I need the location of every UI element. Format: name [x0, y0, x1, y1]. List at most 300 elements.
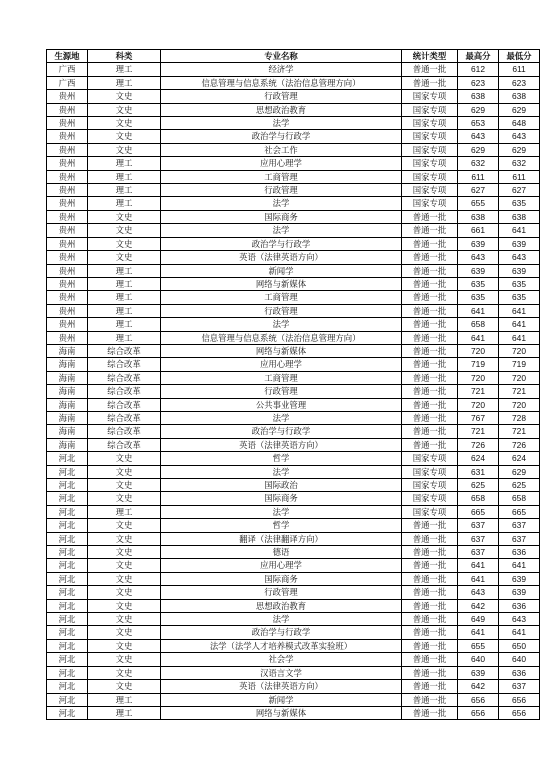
origin-cell: 河北 [47, 613, 88, 626]
stat-type-cell: 普通一批 [402, 331, 458, 344]
table-row [47, 157, 540, 170]
origin-cell: 河北 [47, 572, 88, 585]
stat-type-cell: 普通一批 [402, 559, 458, 572]
table-row [47, 438, 540, 451]
min-score-cell: 623 [499, 76, 540, 89]
min-score-cell: 625 [499, 479, 540, 492]
max-score-cell: 665 [458, 505, 499, 518]
category-cell: 综合改革 [88, 371, 161, 384]
major-cell: 国际商务 [161, 210, 402, 223]
stat-type-cell: 国家专项 [402, 103, 458, 116]
major-cell: 网络与新媒体 [161, 344, 402, 357]
table-row [47, 411, 540, 424]
table-row [47, 277, 540, 290]
table-row [47, 117, 540, 130]
min-score-cell: 720 [499, 398, 540, 411]
origin-cell: 海南 [47, 398, 88, 411]
table-row [47, 706, 540, 719]
max-score-cell: 721 [458, 385, 499, 398]
table-row [47, 130, 540, 143]
category-cell: 综合改革 [88, 425, 161, 438]
table-row [47, 546, 540, 559]
origin-cell: 海南 [47, 438, 88, 451]
table-row [47, 599, 540, 612]
min-score-cell: 658 [499, 492, 540, 505]
min-score-cell: 636 [499, 599, 540, 612]
category-cell: 理工 [88, 76, 161, 89]
category-cell: 文史 [88, 143, 161, 156]
table-body [47, 63, 540, 720]
table-row [47, 237, 540, 250]
max-score-cell: 655 [458, 197, 499, 210]
table-row [47, 90, 540, 103]
stat-type-cell: 普通一批 [402, 264, 458, 277]
category-cell: 文史 [88, 626, 161, 639]
min-score-cell: 719 [499, 358, 540, 371]
category-cell: 理工 [88, 291, 161, 304]
stat-type-cell: 普通一批 [402, 344, 458, 357]
stat-type-cell: 国家专项 [402, 197, 458, 210]
major-cell: 政治学与行政学 [161, 626, 402, 639]
min-score-cell: 641 [499, 304, 540, 317]
origin-cell: 贵州 [47, 103, 88, 116]
header-category: 科类 [88, 50, 161, 63]
min-score-cell: 636 [499, 546, 540, 559]
major-cell: 行政管理 [161, 90, 402, 103]
category-cell: 理工 [88, 170, 161, 183]
min-score-cell: 611 [499, 63, 540, 76]
table-row [47, 653, 540, 666]
min-score-cell: 648 [499, 117, 540, 130]
max-score-cell: 629 [458, 103, 499, 116]
table-row [47, 224, 540, 237]
major-cell: 翻译（法律翻译方向） [161, 532, 402, 545]
table-row [47, 532, 540, 545]
min-score-cell: 639 [499, 586, 540, 599]
origin-cell: 河北 [47, 479, 88, 492]
major-cell: 新闻学 [161, 264, 402, 277]
major-cell: 国际商务 [161, 572, 402, 585]
min-score-cell: 624 [499, 452, 540, 465]
max-score-cell: 643 [458, 251, 499, 264]
major-cell: 社会学 [161, 653, 402, 666]
origin-cell: 贵州 [47, 184, 88, 197]
max-score-cell: 637 [458, 546, 499, 559]
origin-cell: 海南 [47, 425, 88, 438]
min-score-cell: 728 [499, 411, 540, 424]
stat-type-cell: 普通一批 [402, 371, 458, 384]
category-cell: 文史 [88, 639, 161, 652]
category-cell: 文史 [88, 90, 161, 103]
max-score-cell: 642 [458, 680, 499, 693]
category-cell: 理工 [88, 63, 161, 76]
max-score-cell: 649 [458, 613, 499, 626]
category-cell: 文史 [88, 130, 161, 143]
min-score-cell: 611 [499, 170, 540, 183]
major-cell: 应用心理学 [161, 157, 402, 170]
table-row [47, 505, 540, 518]
category-cell: 文史 [88, 559, 161, 572]
min-score-cell: 720 [499, 344, 540, 357]
origin-cell: 贵州 [47, 318, 88, 331]
origin-cell: 贵州 [47, 237, 88, 250]
category-cell: 理工 [88, 157, 161, 170]
max-score-cell: 637 [458, 532, 499, 545]
category-cell: 理工 [88, 264, 161, 277]
table-row [47, 251, 540, 264]
origin-cell: 河北 [47, 599, 88, 612]
max-score-cell: 719 [458, 358, 499, 371]
table-row [47, 519, 540, 532]
origin-cell: 河北 [47, 465, 88, 478]
stat-type-cell: 普通一批 [402, 76, 458, 89]
table-row [47, 613, 540, 626]
max-score-cell: 641 [458, 572, 499, 585]
major-cell: 信息管理与信息系统（法治信息管理方向） [161, 331, 402, 344]
table-row [47, 304, 540, 317]
origin-cell: 河北 [47, 666, 88, 679]
major-cell: 英语（法律英语方向） [161, 438, 402, 451]
max-score-cell: 720 [458, 398, 499, 411]
origin-cell: 贵州 [47, 304, 88, 317]
origin-cell: 河北 [47, 626, 88, 639]
stat-type-cell: 普通一批 [402, 532, 458, 545]
min-score-cell: 632 [499, 157, 540, 170]
max-score-cell: 632 [458, 157, 499, 170]
category-cell: 文史 [88, 599, 161, 612]
origin-cell: 贵州 [47, 157, 88, 170]
major-cell: 工商管理 [161, 291, 402, 304]
origin-cell: 海南 [47, 371, 88, 384]
category-cell: 理工 [88, 197, 161, 210]
stat-type-cell: 普通一批 [402, 639, 458, 652]
origin-cell: 河北 [47, 532, 88, 545]
max-score-cell: 623 [458, 76, 499, 89]
major-cell: 法学 [161, 318, 402, 331]
table-row [47, 559, 540, 572]
major-cell: 网络与新媒体 [161, 706, 402, 719]
origin-cell: 河北 [47, 505, 88, 518]
max-score-cell: 638 [458, 210, 499, 223]
origin-cell: 海南 [47, 385, 88, 398]
stat-type-cell: 普通一批 [402, 425, 458, 438]
max-score-cell: 658 [458, 318, 499, 331]
stat-type-cell: 普通一批 [402, 210, 458, 223]
category-cell: 综合改革 [88, 438, 161, 451]
table-row [47, 143, 540, 156]
major-cell: 汉语言文学 [161, 666, 402, 679]
min-score-cell: 643 [499, 251, 540, 264]
min-score-cell: 635 [499, 277, 540, 290]
table-row [47, 492, 540, 505]
min-score-cell: 638 [499, 90, 540, 103]
major-cell: 法学 [161, 613, 402, 626]
max-score-cell: 641 [458, 626, 499, 639]
origin-cell: 河北 [47, 680, 88, 693]
major-cell: 法学 [161, 465, 402, 478]
stat-type-cell: 普通一批 [402, 599, 458, 612]
origin-cell: 贵州 [47, 264, 88, 277]
origin-cell: 贵州 [47, 117, 88, 130]
max-score-cell: 641 [458, 331, 499, 344]
stat-type-cell: 普通一批 [402, 626, 458, 639]
stat-type-cell: 普通一批 [402, 586, 458, 599]
origin-cell: 河北 [47, 706, 88, 719]
stat-type-cell: 国家专项 [402, 143, 458, 156]
max-score-cell: 720 [458, 371, 499, 384]
min-score-cell: 721 [499, 425, 540, 438]
origin-cell: 海南 [47, 358, 88, 371]
table-row [47, 425, 540, 438]
major-cell: 法学（法学人才培养模式改革实验班） [161, 639, 402, 652]
min-score-cell: 641 [499, 331, 540, 344]
max-score-cell: 643 [458, 586, 499, 599]
major-cell: 行政管理 [161, 586, 402, 599]
max-score-cell: 767 [458, 411, 499, 424]
origin-cell: 贵州 [47, 224, 88, 237]
max-score-cell: 627 [458, 184, 499, 197]
major-cell: 英语（法律英语方向） [161, 251, 402, 264]
table-row [47, 358, 540, 371]
table-row [47, 398, 540, 411]
max-score-cell: 611 [458, 170, 499, 183]
origin-cell: 河北 [47, 492, 88, 505]
major-cell: 行政管理 [161, 184, 402, 197]
origin-cell: 河北 [47, 653, 88, 666]
origin-cell: 贵州 [47, 197, 88, 210]
min-score-cell: 643 [499, 130, 540, 143]
category-cell: 文史 [88, 237, 161, 250]
header-major: 专业名称 [161, 50, 402, 63]
category-cell: 综合改革 [88, 385, 161, 398]
max-score-cell: 612 [458, 63, 499, 76]
stat-type-cell: 普通一批 [402, 706, 458, 719]
max-score-cell: 638 [458, 90, 499, 103]
stat-type-cell: 普通一批 [402, 680, 458, 693]
stat-type-cell: 普通一批 [402, 693, 458, 706]
header-origin: 生源地 [47, 50, 88, 63]
table-row [47, 479, 540, 492]
max-score-cell: 641 [458, 304, 499, 317]
table-row [47, 385, 540, 398]
stat-type-cell: 普通一批 [402, 411, 458, 424]
min-score-cell: 656 [499, 706, 540, 719]
table-row [47, 197, 540, 210]
table-row [47, 693, 540, 706]
max-score-cell: 720 [458, 344, 499, 357]
header-stat-type: 统计类型 [402, 50, 458, 63]
max-score-cell: 639 [458, 666, 499, 679]
min-score-cell: 720 [499, 371, 540, 384]
table-row [47, 318, 540, 331]
major-cell: 政治学与行政学 [161, 237, 402, 250]
stat-type-cell: 普通一批 [402, 666, 458, 679]
min-score-cell: 639 [499, 237, 540, 250]
origin-cell: 河北 [47, 693, 88, 706]
stat-type-cell: 普通一批 [402, 398, 458, 411]
max-score-cell: 641 [458, 559, 499, 572]
min-score-cell: 639 [499, 264, 540, 277]
min-score-cell: 629 [499, 465, 540, 478]
table-row [47, 586, 540, 599]
major-cell: 应用心理学 [161, 358, 402, 371]
stat-type-cell: 国家专项 [402, 130, 458, 143]
origin-cell: 贵州 [47, 251, 88, 264]
origin-cell: 贵州 [47, 291, 88, 304]
table-row [47, 264, 540, 277]
major-cell: 工商管理 [161, 371, 402, 384]
major-cell: 行政管理 [161, 304, 402, 317]
category-cell: 理工 [88, 184, 161, 197]
major-cell: 法学 [161, 411, 402, 424]
category-cell: 理工 [88, 693, 161, 706]
major-cell: 思想政治教育 [161, 599, 402, 612]
min-score-cell: 637 [499, 519, 540, 532]
major-cell: 经济学 [161, 63, 402, 76]
origin-cell: 贵州 [47, 277, 88, 290]
table-row [47, 680, 540, 693]
category-cell: 文史 [88, 465, 161, 478]
stat-type-cell: 国家专项 [402, 170, 458, 183]
min-score-cell: 721 [499, 385, 540, 398]
stat-type-cell: 普通一批 [402, 277, 458, 290]
stat-type-cell: 普通一批 [402, 519, 458, 532]
stat-type-cell: 普通一批 [402, 291, 458, 304]
major-cell: 哲学 [161, 519, 402, 532]
major-cell: 政治学与行政学 [161, 425, 402, 438]
origin-cell: 海南 [47, 344, 88, 357]
header-max-score: 最高分 [458, 50, 499, 63]
major-cell: 行政管理 [161, 385, 402, 398]
major-cell: 法学 [161, 197, 402, 210]
max-score-cell: 653 [458, 117, 499, 130]
category-cell: 文史 [88, 613, 161, 626]
category-cell: 文史 [88, 479, 161, 492]
stat-type-cell: 国家专项 [402, 157, 458, 170]
min-score-cell: 639 [499, 572, 540, 585]
category-cell: 文史 [88, 653, 161, 666]
stat-type-cell: 国家专项 [402, 465, 458, 478]
stat-type-cell: 普通一批 [402, 653, 458, 666]
origin-cell: 贵州 [47, 130, 88, 143]
min-score-cell: 636 [499, 666, 540, 679]
max-score-cell: 656 [458, 706, 499, 719]
min-score-cell: 635 [499, 197, 540, 210]
table-row [47, 626, 540, 639]
max-score-cell: 642 [458, 599, 499, 612]
stat-type-cell: 普通一批 [402, 63, 458, 76]
category-cell: 文史 [88, 680, 161, 693]
major-cell: 应用心理学 [161, 559, 402, 572]
origin-cell: 广西 [47, 76, 88, 89]
stat-type-cell: 国家专项 [402, 90, 458, 103]
category-cell: 理工 [88, 318, 161, 331]
origin-cell: 河北 [47, 639, 88, 652]
category-cell: 文史 [88, 666, 161, 679]
min-score-cell: 629 [499, 143, 540, 156]
stat-type-cell: 普通一批 [402, 385, 458, 398]
min-score-cell: 650 [499, 639, 540, 652]
category-cell: 综合改革 [88, 358, 161, 371]
table-row [47, 371, 540, 384]
stat-type-cell: 普通一批 [402, 237, 458, 250]
category-cell: 文史 [88, 210, 161, 223]
major-cell: 法学 [161, 505, 402, 518]
min-score-cell: 641 [499, 626, 540, 639]
stat-type-cell: 国家专项 [402, 492, 458, 505]
table-row [47, 63, 540, 76]
admission-score-table [46, 49, 540, 720]
category-cell: 文史 [88, 492, 161, 505]
stat-type-cell: 国家专项 [402, 184, 458, 197]
category-cell: 理工 [88, 505, 161, 518]
major-cell: 法学 [161, 117, 402, 130]
table-row [47, 291, 540, 304]
major-cell: 社会工作 [161, 143, 402, 156]
origin-cell: 贵州 [47, 143, 88, 156]
table-row [47, 639, 540, 652]
origin-cell: 贵州 [47, 170, 88, 183]
category-cell: 理工 [88, 706, 161, 719]
category-cell: 文史 [88, 224, 161, 237]
table-row [47, 184, 540, 197]
category-cell: 理工 [88, 304, 161, 317]
table-row [47, 666, 540, 679]
table-row [47, 452, 540, 465]
category-cell: 文史 [88, 117, 161, 130]
stat-type-cell: 普通一批 [402, 304, 458, 317]
major-cell: 信息管理与信息系统（法治信息管理方向） [161, 76, 402, 89]
category-cell: 文史 [88, 546, 161, 559]
max-score-cell: 639 [458, 264, 499, 277]
min-score-cell: 637 [499, 680, 540, 693]
max-score-cell: 625 [458, 479, 499, 492]
origin-cell: 河北 [47, 546, 88, 559]
major-cell: 思想政治教育 [161, 103, 402, 116]
category-cell: 文史 [88, 452, 161, 465]
max-score-cell: 640 [458, 653, 499, 666]
max-score-cell: 637 [458, 519, 499, 532]
origin-cell: 河北 [47, 559, 88, 572]
max-score-cell: 658 [458, 492, 499, 505]
table-row [47, 331, 540, 344]
category-cell: 文史 [88, 532, 161, 545]
min-score-cell: 641 [499, 318, 540, 331]
major-cell: 英语（法律英语方向） [161, 680, 402, 693]
table-row [47, 170, 540, 183]
max-score-cell: 624 [458, 452, 499, 465]
min-score-cell: 629 [499, 103, 540, 116]
origin-cell: 贵州 [47, 90, 88, 103]
stat-type-cell: 普通一批 [402, 251, 458, 264]
stat-type-cell: 普通一批 [402, 438, 458, 451]
category-cell: 文史 [88, 251, 161, 264]
table-row [47, 76, 540, 89]
min-score-cell: 637 [499, 532, 540, 545]
category-cell: 综合改革 [88, 411, 161, 424]
stat-type-cell: 普通一批 [402, 572, 458, 585]
origin-cell: 河北 [47, 519, 88, 532]
table-row [47, 572, 540, 585]
min-score-cell: 635 [499, 291, 540, 304]
max-score-cell: 635 [458, 277, 499, 290]
stat-type-cell: 普通一批 [402, 613, 458, 626]
stat-type-cell: 国家专项 [402, 452, 458, 465]
origin-cell: 贵州 [47, 331, 88, 344]
origin-cell: 河北 [47, 586, 88, 599]
max-score-cell: 721 [458, 425, 499, 438]
category-cell: 文史 [88, 103, 161, 116]
